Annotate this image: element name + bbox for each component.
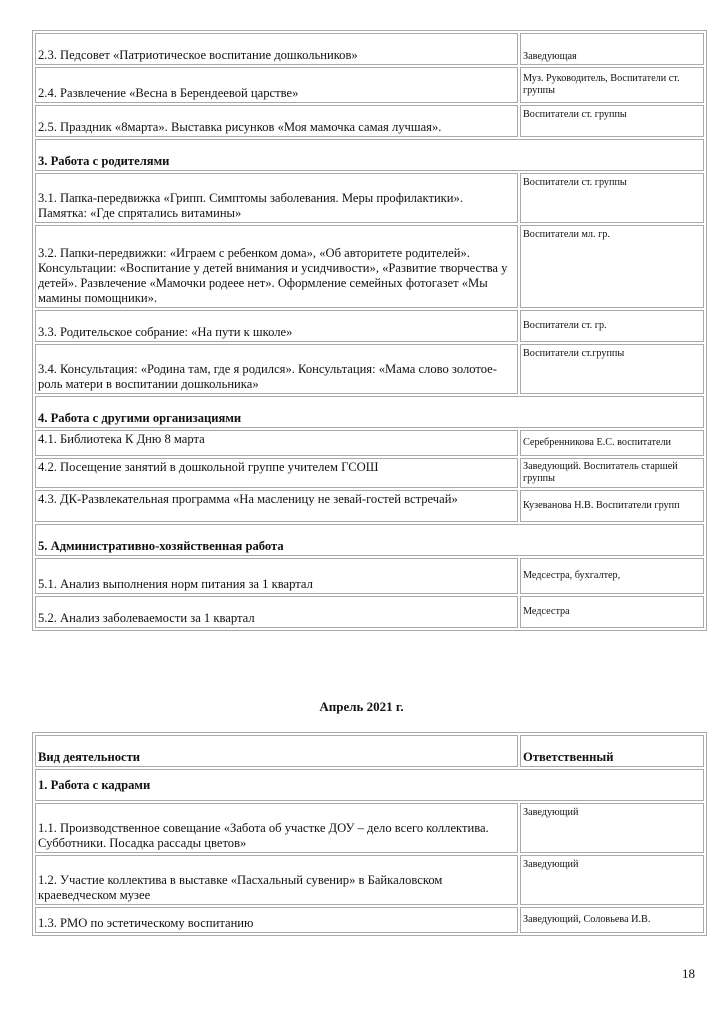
table-row xyxy=(35,430,704,456)
activity-cell: 4.1. Библиотека К Дню 8 марта xyxy=(35,430,518,456)
activity-cell: 3.3. Родительское собрание: «На пути к школе» xyxy=(35,310,518,342)
table-row xyxy=(35,855,704,905)
table-row xyxy=(35,310,704,342)
table-row xyxy=(35,33,704,65)
table-header-row xyxy=(35,735,704,767)
activity-cell: 1.3. РМО по эстетическому воспитанию xyxy=(35,907,518,933)
activity-cell: 2.3. Педсовет «Патриотическое воспитание дошкольников» xyxy=(35,33,518,65)
responsible-cell: Заведующий xyxy=(520,855,704,905)
table-row xyxy=(35,803,704,853)
section-row xyxy=(35,396,704,428)
page-number: 18 xyxy=(682,966,695,981)
month-heading: Апрель 2021 г. xyxy=(319,699,404,714)
activity-cell: 4.3. ДК-Развлекательная программа «На масленицу не зевай-гостей встречай» xyxy=(35,490,518,522)
activity-cell: 1.2. Участие коллектива в выставке «Пасхальный сувенир» в Байкаловском краеведческом музее xyxy=(35,855,518,905)
table-row xyxy=(35,490,704,522)
table-row xyxy=(35,105,704,137)
responsible-cell: Воспитатели мл. гр. xyxy=(520,225,704,308)
section-heading: 5. Административно-хозяйственная работа xyxy=(35,524,704,556)
table-row xyxy=(35,596,704,628)
table-row xyxy=(35,67,704,103)
responsible-cell: Кузеванова Н.В. Воспитатели групп xyxy=(520,490,704,522)
section-heading: 3. Работа с родителями xyxy=(35,139,704,171)
responsible-cell: Медсестра xyxy=(520,596,704,628)
plan-table-march xyxy=(32,30,707,631)
responsible-cell: Воспитатели ст. группы xyxy=(520,105,704,137)
section-heading: 1. Работа с кадрами xyxy=(35,769,704,801)
table-row xyxy=(35,344,704,394)
section-row xyxy=(35,139,704,171)
responsible-cell: Воспитатели ст.группы xyxy=(520,344,704,394)
section-row xyxy=(35,524,704,556)
table-row xyxy=(35,225,704,308)
responsible-cell: Серебренникова Е.С. воспитатели xyxy=(520,430,704,456)
responsible-cell: Заведующий xyxy=(520,803,704,853)
responsible-cell: Заведующий. Воспитатель старшей группы xyxy=(520,458,704,488)
activity-cell: 3.4. Консультация: «Родина там, где я родился». Консультация: «Мама слово золотое-роль матери в воспитании дошкольника» xyxy=(35,344,518,394)
plan-table-april xyxy=(32,732,707,936)
table-row xyxy=(35,907,704,933)
responsible-cell: Воспитатели ст. гр. xyxy=(520,310,704,342)
activity-cell: 3.1. Папка-передвижка «Грипп. Симптомы заболевания. Меры профилактики». Памятка: «Где спрятались витамины» xyxy=(35,173,518,223)
table-row xyxy=(35,458,704,488)
activity-cell: 2.5. Праздник «8марта». Выставка рисунков «Моя мамочка самая лучшая». xyxy=(35,105,518,137)
section-row xyxy=(35,769,704,801)
column-header-responsible: Ответственный xyxy=(520,735,704,767)
column-header-activity: Вид деятельности xyxy=(35,735,518,767)
activity-cell: 3.2. Папки-передвижки: «Играем с ребенком дома», «Об авторитете родителей». Консультации: «Воспитание у детей внимания и усидчивости», «Развитие творчества у детей». Развлечение «Мамочки родеее нет». Оформление семейных фотогазет «Мы мамины помощники». xyxy=(35,225,518,308)
responsible-cell: Муз. Руководитель, Воспитатели ст. группы xyxy=(520,67,704,103)
activity-cell: 2.4. Развлечение «Весна в Берендеевой царстве» xyxy=(35,67,518,103)
section-heading: 4. Работа с другими организациями xyxy=(35,396,704,428)
activity-cell: 1.1. Производственное совещание «Забота об участке ДОУ – дело всего коллектива. Субботники. Посадка рассады цветов» xyxy=(35,803,518,853)
activity-cell: 5.1. Анализ выполнения норм питания за 1 квартал xyxy=(35,558,518,594)
responsible-cell: Заведующая xyxy=(520,33,704,65)
responsible-cell: Воспитатели ст. группы xyxy=(520,173,704,223)
table-row xyxy=(35,558,704,594)
table-row xyxy=(35,173,704,223)
responsible-cell: Заведующий, Соловьева И.В. xyxy=(520,907,704,933)
responsible-cell: Медсестра, бухгалтер, xyxy=(520,558,704,594)
activity-cell: 4.2. Посещение занятий в дошкольной группе учителем ГСОШ xyxy=(35,458,518,488)
activity-cell: 5.2. Анализ заболеваемости за 1 квартал xyxy=(35,596,518,628)
